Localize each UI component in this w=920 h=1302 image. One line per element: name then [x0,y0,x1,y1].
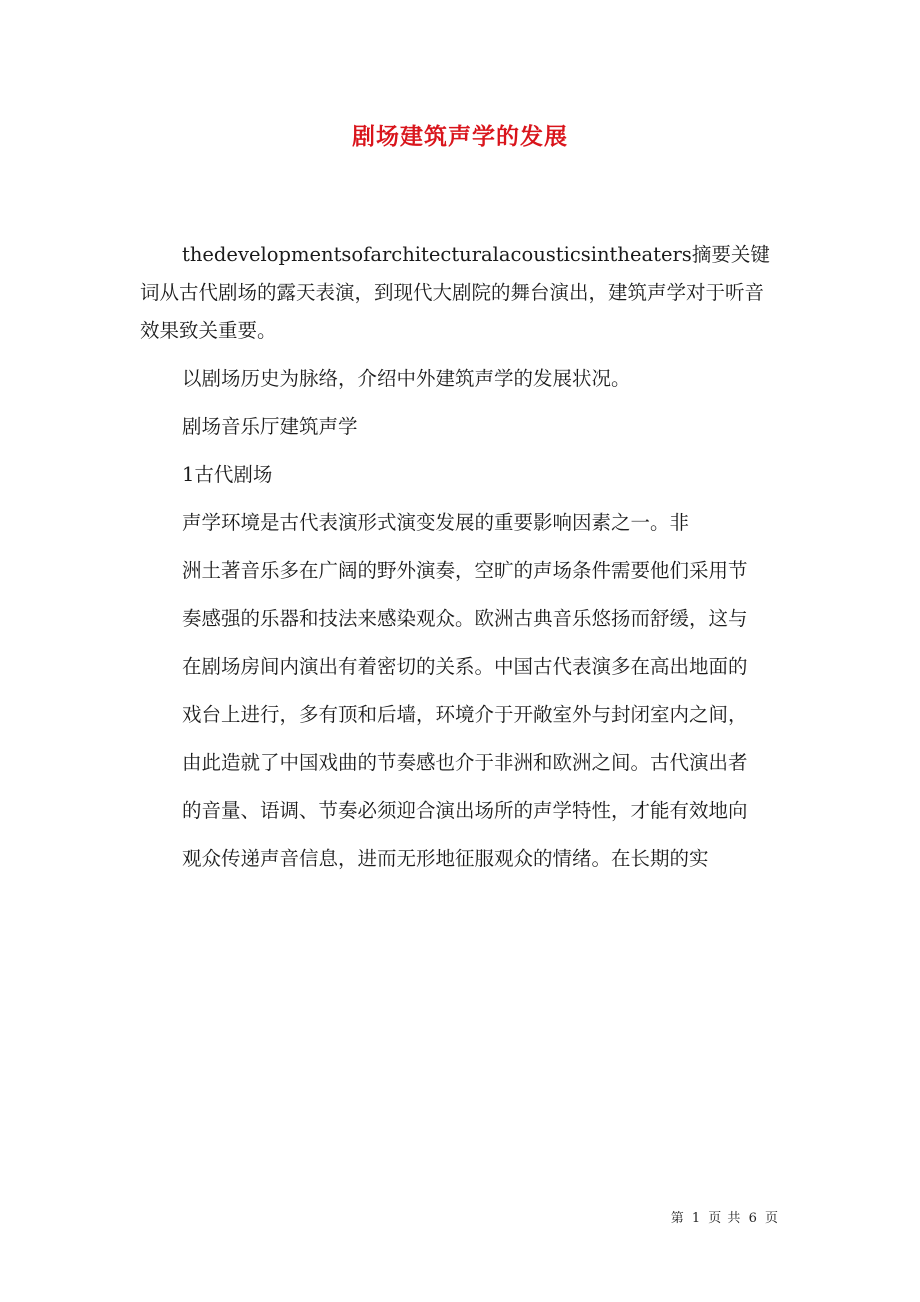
document-body [140,236,780,888]
paragraph-line: 戏台上进行，多有顶和后墙，环境介于开敞室外与封闭室内之间， [182,703,748,726]
paragraph-line: 观众传递声音信息，进而无形地征服观众的情绪。在长期的实 [182,847,709,870]
paragraph-line: 洲土著音乐多在广阔的野外演奏，空旷的声场条件需要他们采用节 [182,559,748,582]
current-page: 1 [691,1211,702,1226]
paragraph-abstract: thedevelopmentsofarchitecturalacousticsintheaters摘要关键词从古代剧场的露天表演，到现代大剧院的舞台演出，建筑声学对于听音效果致关重要。 [140,243,770,342]
paragraph-line: 由此造就了中国戏曲的节奏感也介于非洲和欧洲之间。古代演出者 [182,751,748,774]
page-number: 第 1 页 共 6 页 [670,1211,779,1226]
paragraph-line: 的音量、语调、节奏必须迎合演出场所的声学特性，才能有效地向 [182,799,748,822]
total-pages: 6 [748,1211,758,1226]
section-heading: 1古代剧场 [182,463,273,486]
paragraph-line: 在剧场房间内演出有着密切的关系。中国古代表演多在高出地面的 [182,655,748,678]
paragraph-line: 声学环境是古代表演形式演变发展的重要影响因素之一。非 [182,511,690,534]
paragraph-line: 奏感强的乐器和技法来感染观众。欧洲古典音乐悠扬而舒缓，这与 [182,607,748,630]
document-title: 剧场建筑声学的发展 [352,123,568,150]
paragraph-intro: 以剧场历史为脉络，介绍中外建筑声学的发展状况。 [182,367,631,390]
paragraph-keywords: 剧场音乐厅建筑声学 [182,415,358,438]
